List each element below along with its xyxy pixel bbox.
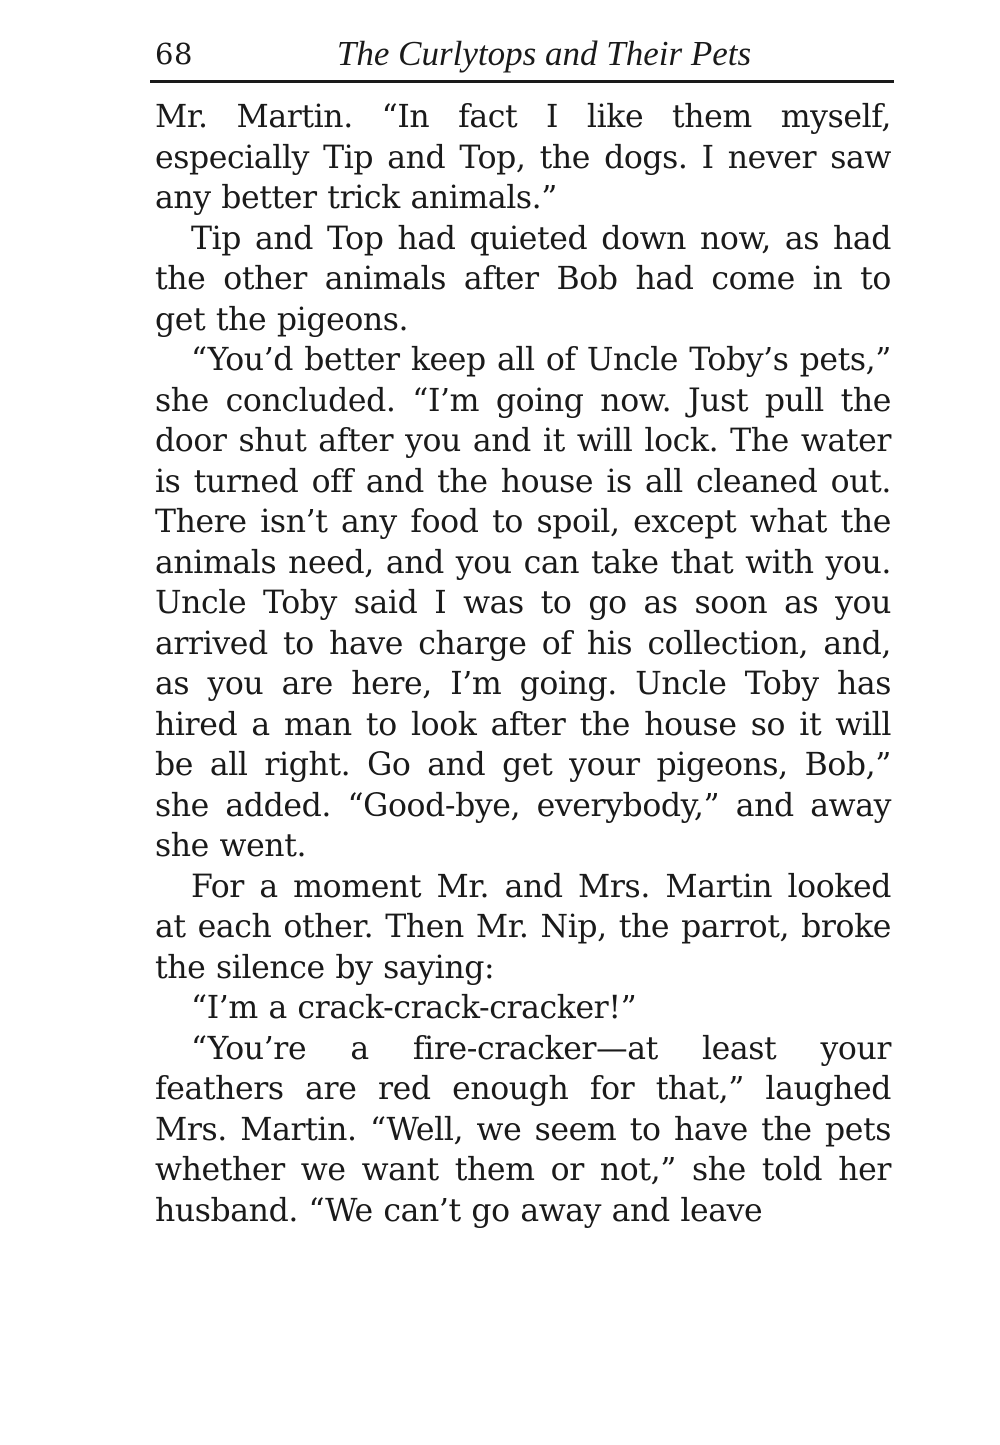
running-title: The Curlytops and Their Pets: [336, 34, 752, 73]
paragraph: For a moment Mr. and Mrs. Martin looked at each other. Then Mr. Nip, the parrot, broke the silence by saying:: [155, 868, 891, 986]
page-number: 68: [155, 37, 193, 71]
body-text: [155, 97, 891, 1231]
page-header: [155, 34, 893, 78]
paragraph: “You’d better keep all of Uncle Toby’s pets,” she concluded. “I’m going now. Just pull the door shut after you and it will lock. The water is turned off and the house is all cleaned out. There isn’t any food to spoil, except what the animals need, and you can take that with you. Uncle Toby said I was to go as soon as you arrived to have charge of his collection, and, as you are here, I’m going. Uncle Toby has hired a man to look after the house so it will be all right. Go and get your pigeons, Bob,” she added. “Good-bye, everybody,” and away she went.: [155, 342, 891, 864]
paragraph-continued: Mr. Martin. “In fact I like them myself, especially Tip and Top, the dogs. I never saw any better trick animals.”: [155, 99, 891, 216]
paragraph: Tip and Top had quieted down now, as had the other animals after Bob had come in to get the pigeons.: [155, 220, 891, 338]
paragraph: “You’re a fire-cracker—at least your feathers are red enough for that,” laughed Mrs. Martin. “Well, we seem to have the pets whether we want them or not,” she told her husband. “We can’t go away and leave: [155, 1030, 891, 1229]
paragraph: “I’m a crack-crack-cracker!”: [191, 990, 637, 1026]
header-rule: [150, 80, 894, 83]
